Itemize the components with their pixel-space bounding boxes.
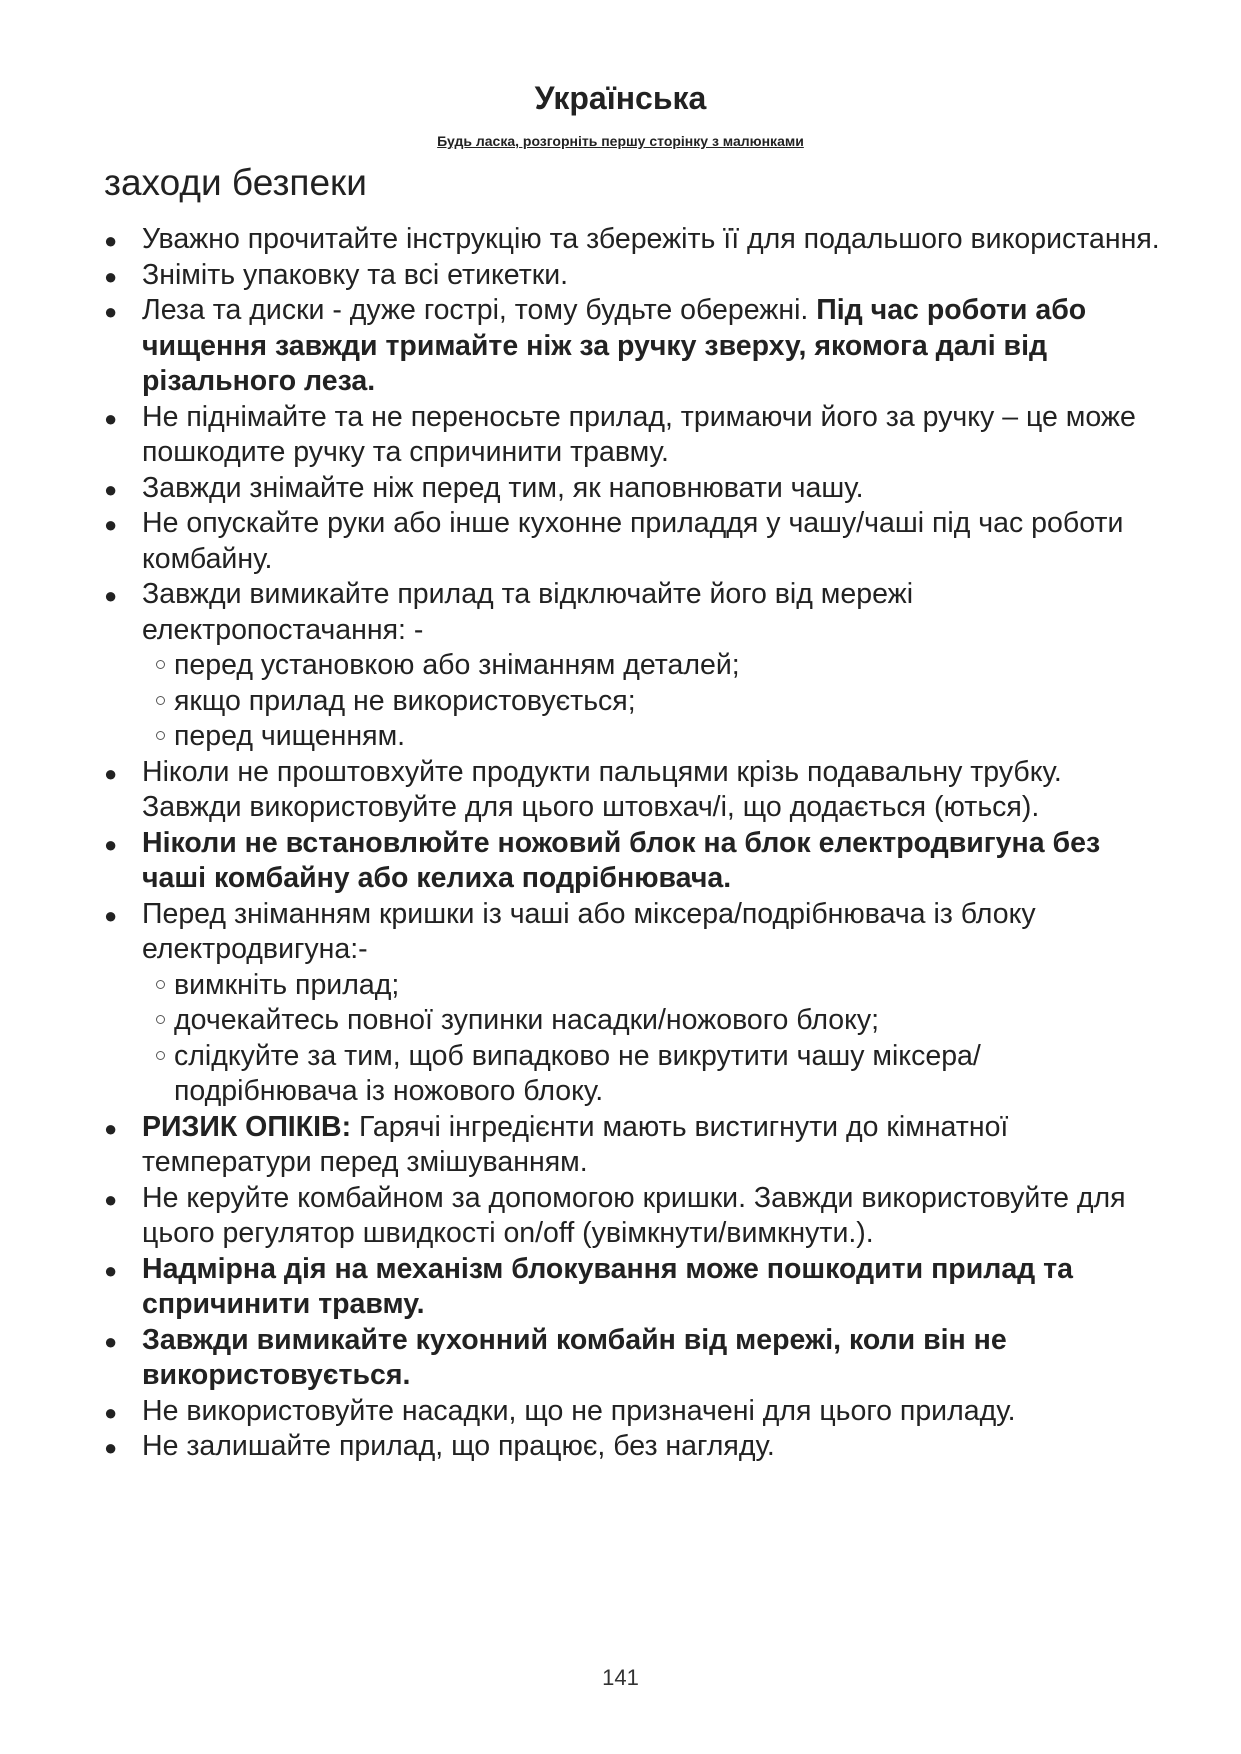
bullet-icon [104,826,124,863]
sub-item [156,648,1164,684]
rule-text: Не залишайте прилад, що працює, без нагляду. [142,1430,775,1462]
rule-text: Уважно прочитайте інструкцію та збережіть її для подальшого використання. [142,223,1160,255]
safety-rule [104,826,1164,897]
sub-item [156,719,1164,755]
bullet-icon [104,506,124,543]
sub-item [156,968,1164,1004]
rule-text: Гарячі інгредієнти мають вистигнути до кімнатної температури перед змішуванням. [142,1110,1009,1178]
safety-rule [104,577,1164,755]
rule-text: Перед зніманням кришки із чаші або міксера/подрібнювача із блоку електродвигуна:- [142,897,1036,965]
safety-rule [104,755,1164,826]
rule-text: Ніколи не проштовхуйте продукти пальцями крізь подавальну трубку. Завжди використовуйте для цього штовхач/і, що додається (ються). [142,755,1062,823]
page-number: 141 [602,1665,639,1690]
rule-text: Не керуйте комбайном за допомогою кришки. Завжди використовуйте для цього регулятор швидкості on/off (увімкнути/вимкнути.). [142,1181,1126,1249]
bullet-icon [104,1110,124,1147]
sub-list [142,968,1164,1110]
sub-item [156,1039,1164,1110]
circle-bullet-icon [156,731,165,740]
safety-rule [104,1323,1164,1394]
safety-rule [104,897,1164,1110]
safety-rule [104,471,1164,507]
bullet-icon [104,258,124,295]
safety-section-title: заходи безпеки [104,162,367,203]
safety-rule [104,506,1164,577]
safety-rule [104,1252,1164,1323]
bullet-icon [104,1181,124,1218]
circle-bullet-icon [156,1051,165,1060]
bullet-icon [104,293,124,330]
bullet-icon [104,1252,124,1289]
bullet-icon [104,897,124,934]
rule-text: Не використовуйте насадки, що не призначені для цього приладу. [142,1394,1016,1427]
safety-rule [104,293,1164,400]
circle-bullet-icon [156,660,165,669]
sub-item-text: слідкуйте за тим, щоб випадково не викрутити чашу міксера/ подрібнювача із ножового блоку. [174,1039,981,1107]
sub-item-text: дочекайтесь повної зупинки насадки/ножового блоку; [174,1004,880,1036]
safety-rule [104,222,1164,258]
bullet-icon [104,1323,124,1360]
bullet-icon [104,222,124,259]
safety-rule [104,400,1164,471]
rule-text: Завжди вимикайте прилад та відключайте його від мережі електропостачання: - [142,578,914,646]
safety-rule [104,258,1164,294]
rule-bold-text: Надмірна дія на механізм блокування може пошкодити прилад та спричинити травму. [142,1252,1073,1320]
rule-text: Не опускайте руки або інше кухонне приладдя у чашу/чаші під час роботи комбайну. [142,507,1124,575]
circle-bullet-icon [156,980,165,989]
safety-rule [104,1181,1164,1252]
rule-bold-text: Завжди вимикайте кухонний комбайн від мережі, коли він не використовується. [142,1323,1007,1391]
rule-bold-text: Під час роботи або чищення завжди тримайте ніж за ручку зверху, якомога далі від різального леза. [142,294,1087,397]
rule-text: Завжди знімайте ніж перед тим, як наповнювати чашу. [142,471,864,504]
rule-bold-lead: РИЗИК ОПІКІВ: [142,1110,352,1143]
bullet-icon [104,1394,124,1431]
rule-text: Не піднімайте та не переносьте прилад, тримаючи його за ручку – це може пошкодите ручку та спричинити травму. [142,400,1136,468]
fold-out-notice: Будь ласка, розгорніть першу сторінку з малюнками [437,133,804,149]
sub-item-text: вимкніть прилад; [174,968,400,1001]
sub-item-text: перед чищенням. [174,720,406,752]
rule-text: Зніміть упаковку та всі етикетки. [142,258,569,291]
rule-bold-text: Ніколи не встановлюйте ножовий блок на блок електродвигуна без чаші комбайну або келиха подрібнювача. [142,826,1101,894]
bullet-icon [104,400,124,437]
sub-list [142,648,1164,755]
bullet-icon [104,1429,124,1466]
circle-bullet-icon [156,696,165,705]
safety-rule [104,1110,1164,1181]
safety-rule [104,1394,1164,1430]
safety-rules-list [104,222,1164,1465]
sub-item [156,684,1164,720]
safety-rule [104,1429,1164,1465]
circle-bullet-icon [156,1015,165,1024]
bullet-icon [104,577,124,614]
bullet-icon [104,471,124,508]
language-heading: Українська [534,80,707,116]
rule-text: Леза та диски - дуже гострі, тому будьте обережні. [142,294,809,326]
bullet-icon [104,755,124,792]
sub-item-text: перед установкою або зніманням деталей; [174,649,740,681]
sub-item [156,1003,1164,1039]
sub-item-text: якщо прилад не використовується; [174,684,636,717]
